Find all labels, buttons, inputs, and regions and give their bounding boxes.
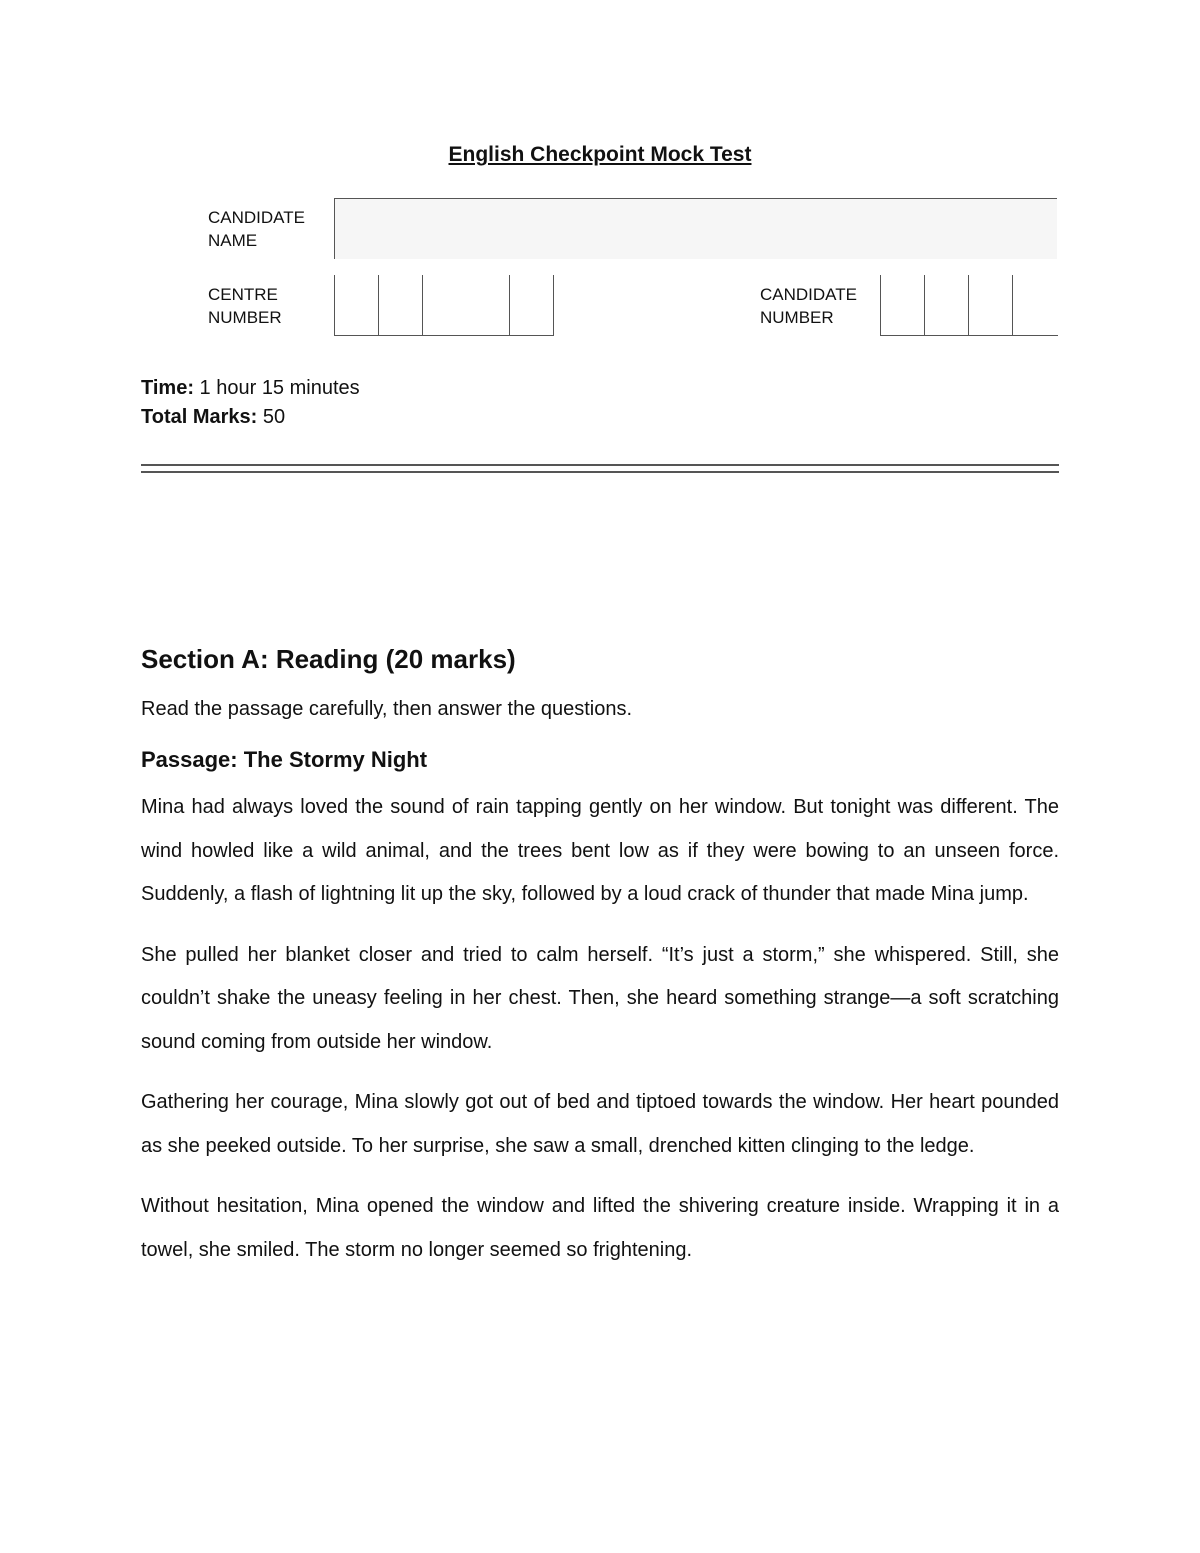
time-line (141, 374, 360, 403)
document-title: English Checkpoint Mock Test (448, 143, 752, 166)
double-divider (141, 464, 1059, 473)
section-instruction: Read the passage carefully, then answer the questions. (141, 698, 633, 720)
candidate-name-field[interactable] (334, 198, 1057, 259)
centre-number-label: CENTRE NUMBER (208, 285, 282, 327)
passage-paragraph: Gathering her courage, Mina slowly got out of bed and tiptoed towards the window. Her heart pounded as she peeked outside. To her surprise, she saw a small, drenched kitten clinging to the ledge. (141, 1091, 1059, 1157)
candidate-number-cell[interactable] (880, 275, 924, 335)
centre-number-cell[interactable] (334, 275, 378, 335)
total-marks-label: Total Marks: (141, 406, 258, 428)
candidate-number-cell[interactable] (968, 275, 1012, 335)
passage-title: Passage: The Stormy Night (141, 747, 428, 772)
candidate-name-label: CANDIDATE NAME (208, 208, 305, 250)
centre-number-cell[interactable] (422, 275, 509, 335)
passage-paragraph: Without hesitation, Mina opened the window and lifted the shivering creature inside. Wrapping it in a towel, she smiled. The storm no longer seemed so frightening. (141, 1195, 1059, 1261)
candidate-number-label: CANDIDATE NUMBER (760, 285, 857, 327)
passage-body (141, 786, 1059, 1289)
candidate-details-box (200, 196, 1056, 342)
centre-number-cell[interactable] (378, 275, 422, 335)
centre-number-cell[interactable] (509, 275, 554, 335)
time-label: Time: (141, 377, 194, 399)
marks-line (141, 403, 360, 432)
candidate-number-cell[interactable] (924, 275, 968, 335)
time-value: 1 hour 15 minutes (199, 377, 360, 399)
centre-number-boxes[interactable] (334, 275, 554, 336)
candidate-number-boxes[interactable] (880, 275, 1058, 336)
candidate-number-cell[interactable] (1012, 275, 1058, 335)
test-info (141, 374, 360, 432)
passage-paragraph: She pulled her blanket closer and tried to calm herself. “It’s just a storm,” she whispered. Still, she couldn’t shake the uneasy feeling in her chest. Then, she heard something strange—a soft scratching sound coming from outside her window. (141, 943, 1059, 1053)
passage-paragraph: Mina had always loved the sound of rain tapping gently on her window. But tonight was different. The wind howled like a wild animal, and the trees bent low as if they were bowing to an unseen force. Suddenly, a flash of lightning lit up the sky, followed by a loud crack of thunder that made Mina jump. (141, 796, 1059, 905)
total-marks-value: 50 (262, 406, 286, 428)
section-heading: Section A: Reading (20 marks) (141, 644, 516, 674)
